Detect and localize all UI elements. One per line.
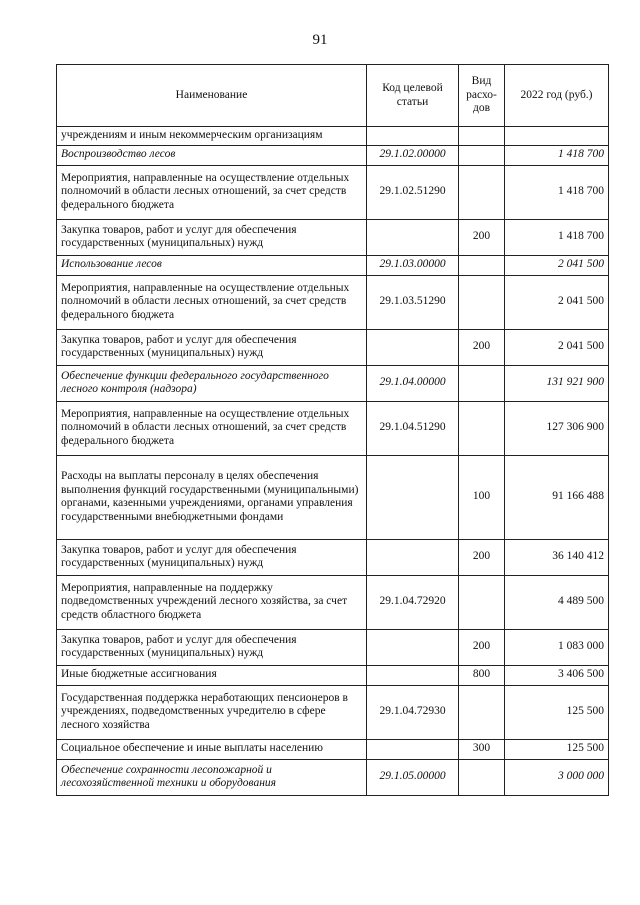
table-row	[57, 575, 609, 629]
cell-name: Воспроизводство лесов	[57, 145, 367, 165]
cell-code	[367, 629, 459, 665]
cell-code: 29.1.04.00000	[367, 365, 459, 401]
cell-type	[459, 275, 505, 329]
cell-sum: 131 921 900	[505, 365, 609, 401]
table-row	[57, 401, 609, 455]
cell-type: 100	[459, 455, 505, 539]
table-row	[57, 219, 609, 255]
table-row	[57, 255, 609, 275]
cell-type: 200	[459, 539, 505, 575]
cell-code: 29.1.04.72920	[367, 575, 459, 629]
cell-sum: 2 041 500	[505, 275, 609, 329]
cell-code	[367, 739, 459, 759]
table-row	[57, 665, 609, 685]
cell-code: 29.1.04.72930	[367, 685, 459, 739]
cell-type	[459, 575, 505, 629]
cell-name: Социальное обеспечение и иные выплаты населению	[57, 739, 367, 759]
cell-type: 200	[459, 219, 505, 255]
table-row	[57, 127, 609, 146]
cell-code	[367, 455, 459, 539]
cell-name: Мероприятия, направленные на осуществление отдельных полномочий в области лесных отношений, за счет средств федерального бюджета	[57, 401, 367, 455]
cell-type: 200	[459, 329, 505, 365]
cell-type	[459, 365, 505, 401]
cell-type: 300	[459, 739, 505, 759]
cell-sum: 125 500	[505, 685, 609, 739]
cell-type	[459, 145, 505, 165]
cell-name: Закупка товаров, работ и услуг для обеспечения государственных (муниципальных) нужд	[57, 329, 367, 365]
cell-name: Расходы на выплаты персоналу в целях обеспечения выполнения функций государственными (муниципальными) органами, казенными учреждениями, органами управления государственными внебюджетными фондами	[57, 455, 367, 539]
table-row	[57, 145, 609, 165]
table-row	[57, 739, 609, 759]
cell-code: 29.1.03.51290	[367, 275, 459, 329]
cell-type	[459, 127, 505, 146]
cell-name: Мероприятия, направленные на осуществление отдельных полномочий в области лесных отношений, за счет средств федерального бюджета	[57, 275, 367, 329]
cell-type	[459, 685, 505, 739]
cell-sum	[505, 127, 609, 146]
cell-sum: 1 083 000	[505, 629, 609, 665]
cell-sum: 1 418 700	[505, 165, 609, 219]
header-code: Код целевой статьи	[367, 65, 459, 127]
cell-code	[367, 329, 459, 365]
cell-type	[459, 165, 505, 219]
cell-name: Закупка товаров, работ и услуг для обеспечения государственных (муниципальных) нужд	[57, 219, 367, 255]
cell-sum: 1 418 700	[505, 219, 609, 255]
cell-type: 800	[459, 665, 505, 685]
cell-name: учреждениям и иным некоммерческим организациям	[57, 127, 367, 146]
table-row	[57, 455, 609, 539]
table-row	[57, 685, 609, 739]
cell-name: Обеспечение функции федерального государственного лесного контроля (надзора)	[57, 365, 367, 401]
cell-name: Закупка товаров, работ и услуг для обеспечения государственных (муниципальных) нужд	[57, 629, 367, 665]
header-type: Вид расхо-дов	[459, 65, 505, 127]
budget-table	[56, 64, 609, 796]
cell-name: Закупка товаров, работ и услуг для обеспечения государственных (муниципальных) нужд	[57, 539, 367, 575]
cell-type: 200	[459, 629, 505, 665]
cell-code	[367, 665, 459, 685]
cell-sum: 1 418 700	[505, 145, 609, 165]
table-row	[57, 329, 609, 365]
cell-code	[367, 127, 459, 146]
table-row	[57, 365, 609, 401]
cell-code: 29.1.02.51290	[367, 165, 459, 219]
table-row	[57, 539, 609, 575]
table-row	[57, 165, 609, 219]
cell-name: Государственная поддержка неработающих пенсионеров в учреждениях, подведомственных учредителю в сфере лесного хозяйства	[57, 685, 367, 739]
cell-sum: 4 489 500	[505, 575, 609, 629]
header-sum: 2022 год (руб.)	[505, 65, 609, 127]
cell-code: 29.1.05.00000	[367, 759, 459, 795]
cell-type	[459, 401, 505, 455]
cell-code: 29.1.04.51290	[367, 401, 459, 455]
cell-type	[459, 759, 505, 795]
table-row	[57, 629, 609, 665]
cell-name: Мероприятия, направленные на осуществление отдельных полномочий в области лесных отношений, за счет средств федерального бюджета	[57, 165, 367, 219]
cell-code: 29.1.03.00000	[367, 255, 459, 275]
cell-code	[367, 219, 459, 255]
table-row	[57, 759, 609, 795]
cell-name: Иные бюджетные ассигнования	[57, 665, 367, 685]
cell-sum: 127 306 900	[505, 401, 609, 455]
table-header-row	[57, 65, 609, 127]
table-row	[57, 275, 609, 329]
cell-sum: 3 406 500	[505, 665, 609, 685]
cell-sum: 91 166 488	[505, 455, 609, 539]
cell-type	[459, 255, 505, 275]
cell-sum: 2 041 500	[505, 255, 609, 275]
cell-name: Использование лесов	[57, 255, 367, 275]
cell-code: 29.1.02.00000	[367, 145, 459, 165]
cell-sum: 3 000 000	[505, 759, 609, 795]
cell-name: Обеспечение сохранности лесопожарной и лесохозяйственной техники и оборудования	[57, 759, 367, 795]
cell-code	[367, 539, 459, 575]
page-number: 91	[312, 32, 328, 48]
cell-sum: 2 041 500	[505, 329, 609, 365]
cell-sum: 36 140 412	[505, 539, 609, 575]
cell-name: Мероприятия, направленные на поддержку подведомственных учреждений лесного хозяйства, за счет средств областного бюджета	[57, 575, 367, 629]
header-name: Наименование	[57, 65, 367, 127]
cell-sum: 125 500	[505, 739, 609, 759]
